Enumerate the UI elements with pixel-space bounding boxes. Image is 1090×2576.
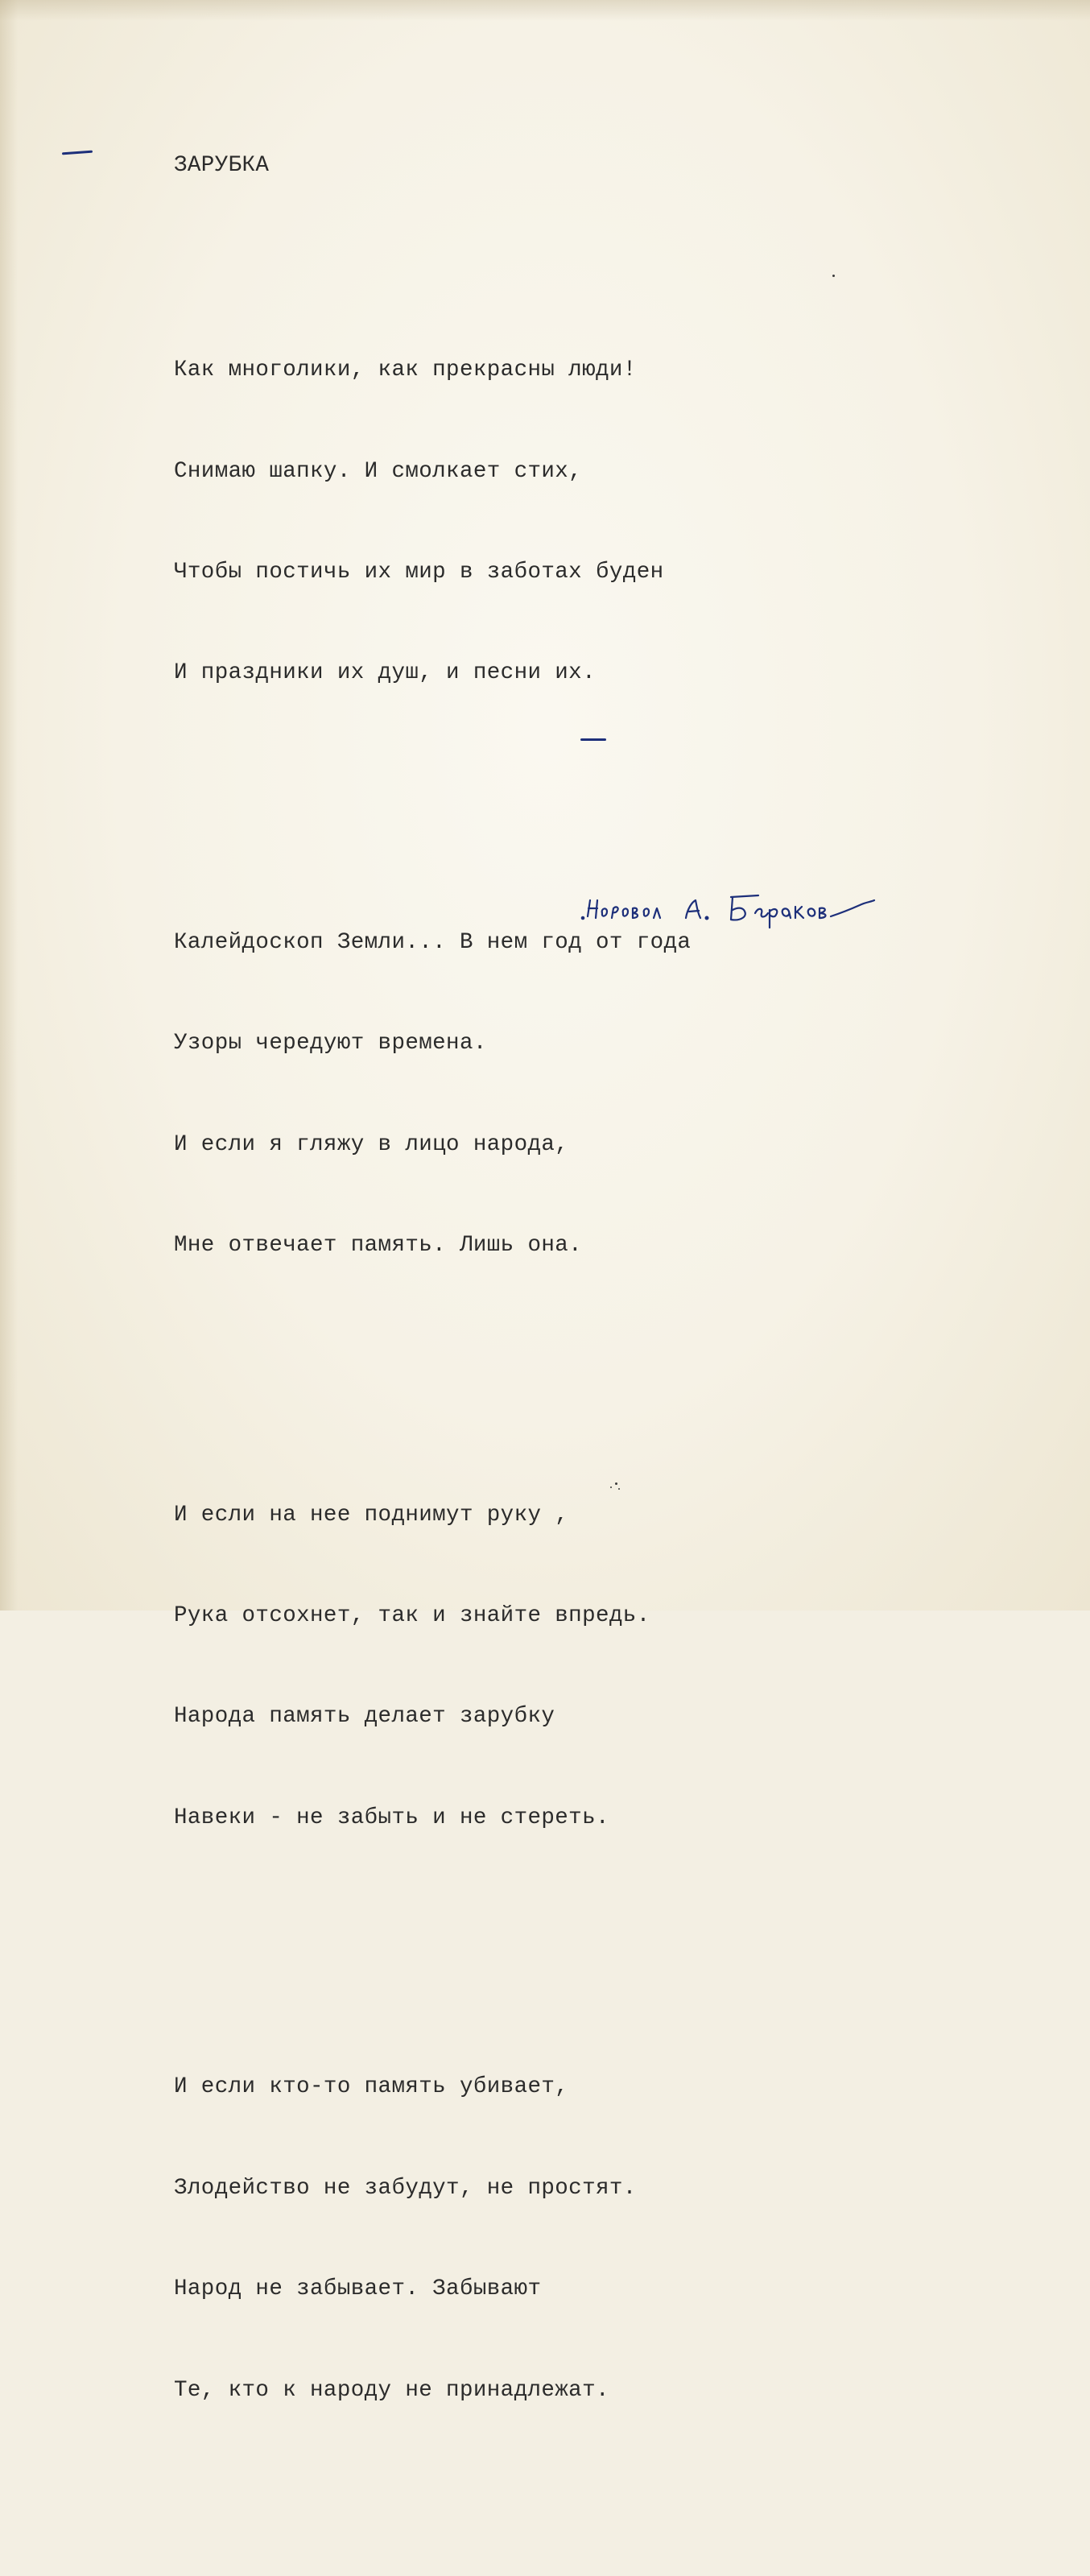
paper-edge-shadow-left <box>0 0 18 1611</box>
poem-line: Злодейство не забудут, не простят. <box>174 2175 637 2201</box>
stanza-3 <box>174 1431 691 1902</box>
ink-dash-mark <box>580 738 606 741</box>
poem-line: Мне отвечает память. Лишь она. <box>174 1233 583 1259</box>
handwritten-signature <box>580 884 918 941</box>
poem-line: И праздники их душ, и песни их. <box>174 660 596 686</box>
poem-line: Снимаю шапку. И смолкает стих, <box>174 458 583 484</box>
poem-line: Рука отсохнет, так и знайте впредь. <box>174 1603 650 1629</box>
poem-line: Чтобы постичь их мир в заботах буден <box>174 559 664 585</box>
poem-line: Узоры чередуют времена. <box>174 1031 487 1056</box>
poem-line: Как многолики, как прекрасны люди! <box>174 358 637 383</box>
poem-line: Калейдоскоп Земли... В нем год от года <box>174 929 692 955</box>
poem-line: Те, кто к народу не принадлежат. <box>174 2377 609 2403</box>
poem-body <box>174 219 691 2576</box>
ink-speck <box>610 1486 612 1488</box>
poem-line: И если кто-то память убивает, <box>174 2074 569 2100</box>
ink-speck <box>618 1488 620 1490</box>
stanza-4 <box>174 2003 691 2475</box>
poem-line: Народа память делает зарубку <box>174 1704 555 1730</box>
poem-line: И если я гляжу в лицо народа, <box>174 1131 569 1157</box>
ink-speck <box>832 275 835 277</box>
ink-speck <box>615 1482 617 1485</box>
poem-line: Народ не забывает. Забывают <box>174 2276 542 2302</box>
stanza-1 <box>174 287 691 758</box>
ink-margin-mark <box>62 151 93 155</box>
poem-line: Навеки - не забыть и не стереть. <box>174 1805 609 1830</box>
poem-line: И если на нее поднимут руку , <box>174 1502 569 1528</box>
paper-edge-shadow-top <box>0 0 1090 21</box>
poem-title: ЗАРУБКА <box>174 153 270 178</box>
